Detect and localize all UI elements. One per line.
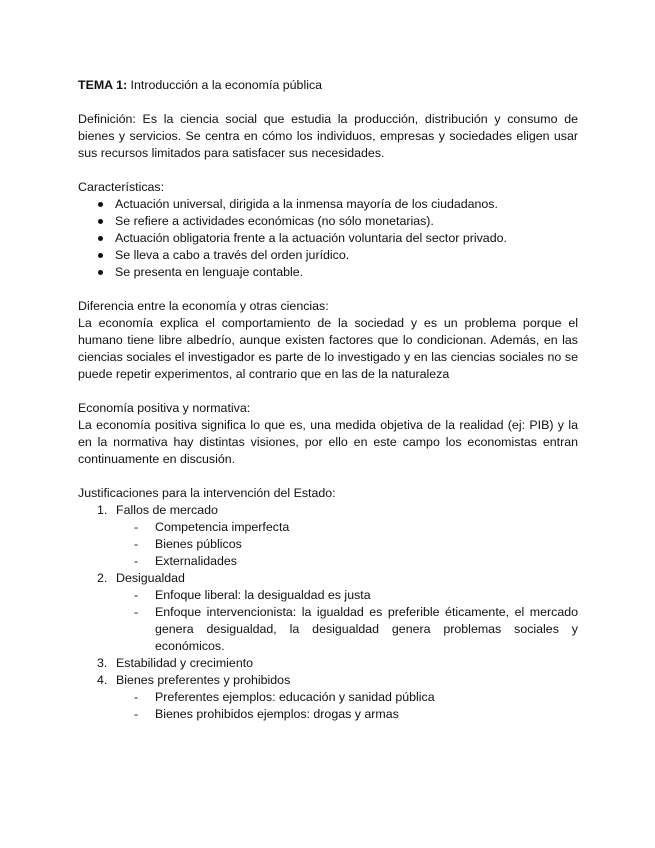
dash-marker: - <box>134 588 139 602</box>
sub-item <box>116 536 578 553</box>
sub-item-text: Bienes públicos <box>155 537 242 551</box>
dash-marker: - <box>134 520 139 534</box>
numbered-item-label: Bienes preferentes y prohibidos <box>116 673 291 687</box>
numbered-item <box>78 672 578 723</box>
numbered-item <box>78 655 578 672</box>
positive-normative-paragraph: La economía positiva significa lo que es, una medida objetiva de la realidad (ej: PIB) y la en la normativa hay distintas visiones, por ello en este campo los economistas entran continuamente en discusión. <box>78 418 578 466</box>
sub-item-text: Bienes prohibidos ejemplos: drogas y armas <box>155 707 399 721</box>
numbered-item-label: Fallos de mercado <box>116 503 218 517</box>
sub-list <box>116 519 578 570</box>
sub-item <box>116 604 578 655</box>
title-label: TEMA 1: <box>78 78 128 92</box>
numbered-item-label: Estabilidad y crecimiento <box>116 656 254 670</box>
spacer <box>78 281 578 298</box>
list-item-text: Actuación universal, dirigida a la inmensa mayoría de los ciudadanos. <box>115 197 498 211</box>
positive-normative-heading: Economía positiva y normativa: <box>78 401 251 415</box>
sub-list <box>116 689 578 723</box>
difference-heading: Diferencia entre la economía y otras ciencias: <box>78 299 329 313</box>
sub-item-text: Enfoque intervencionista: la igualdad es preferible éticamente, el mercado genera desigualdad, la desigualdad genera problemas sociales y económicos. <box>155 605 578 653</box>
dash-marker: - <box>134 554 139 568</box>
sub-item-text: Externalidades <box>155 554 237 568</box>
list-item-text: Se lleva a cabo a través del orden jurídico. <box>115 248 350 262</box>
item-number: 1. <box>97 503 108 517</box>
bullet-icon <box>98 219 103 224</box>
list-item-text: Se presenta en lenguaje contable. <box>115 265 304 279</box>
characteristics-list <box>78 196 578 281</box>
sub-item <box>116 706 578 723</box>
sub-item <box>116 553 578 570</box>
title-text: Introducción a la economía pública <box>127 78 323 92</box>
sub-item-text: Enfoque liberal: la desigualdad es justa <box>155 588 371 602</box>
dash-marker: - <box>134 707 139 721</box>
bullet-icon <box>98 253 103 258</box>
dash-marker: - <box>134 605 139 619</box>
numbered-item-label: Desigualdad <box>116 571 185 585</box>
sub-list <box>116 587 578 655</box>
numbered-item <box>78 570 578 655</box>
spacer <box>78 383 578 400</box>
sub-item <box>116 519 578 536</box>
spacer <box>78 468 578 485</box>
spacer <box>78 162 578 179</box>
document-page <box>78 77 578 723</box>
list-item <box>78 247 578 264</box>
list-item <box>78 264 578 281</box>
list-item-text: Actuación obligatoria frente a la actuación voluntaria del sector privado. <box>115 231 507 245</box>
justifications-heading: Justificaciones para la intervención del Estado: <box>78 486 336 500</box>
list-item <box>78 213 578 230</box>
characteristics-heading: Características: <box>78 180 165 194</box>
list-item <box>78 196 578 213</box>
numbered-item <box>78 502 578 570</box>
bullet-icon <box>98 202 103 207</box>
sub-item-text: Competencia imperfecta <box>155 520 290 534</box>
item-number: 4. <box>97 673 108 687</box>
item-number: 3. <box>97 656 108 670</box>
sub-item <box>116 587 578 604</box>
bullet-icon <box>98 236 103 241</box>
justifications-list <box>78 502 578 723</box>
bullet-icon <box>98 270 103 275</box>
definition-paragraph: Definición: Es la ciencia social que estudia la producción, distribución y consumo de bienes y servicios. Se centra en cómo los individuos, empresas y sociedades eligen usar sus recursos limitados para satisfacer sus necesidades. <box>78 112 578 160</box>
item-number: 2. <box>97 571 108 585</box>
spacer <box>78 94 578 111</box>
dash-marker: - <box>134 537 139 551</box>
list-item-text: Se refiere a actividades económicas (no sólo monetarias). <box>115 214 434 228</box>
sub-item <box>116 689 578 706</box>
list-item <box>78 230 578 247</box>
document-title <box>78 77 578 94</box>
difference-paragraph: La economía explica el comportamiento de la sociedad y es un problema porque el humano tiene libre albedrío, aunque existen factores que lo condicionan. Además, en las ciencias sociales el investigador es parte de lo investigado y en las ciencias sociales no se puede repetir experimentos, al contrario que en las de la naturaleza <box>78 316 578 381</box>
dash-marker: - <box>134 690 139 704</box>
sub-item-text: Preferentes ejemplos: educación y sanidad pública <box>155 690 435 704</box>
